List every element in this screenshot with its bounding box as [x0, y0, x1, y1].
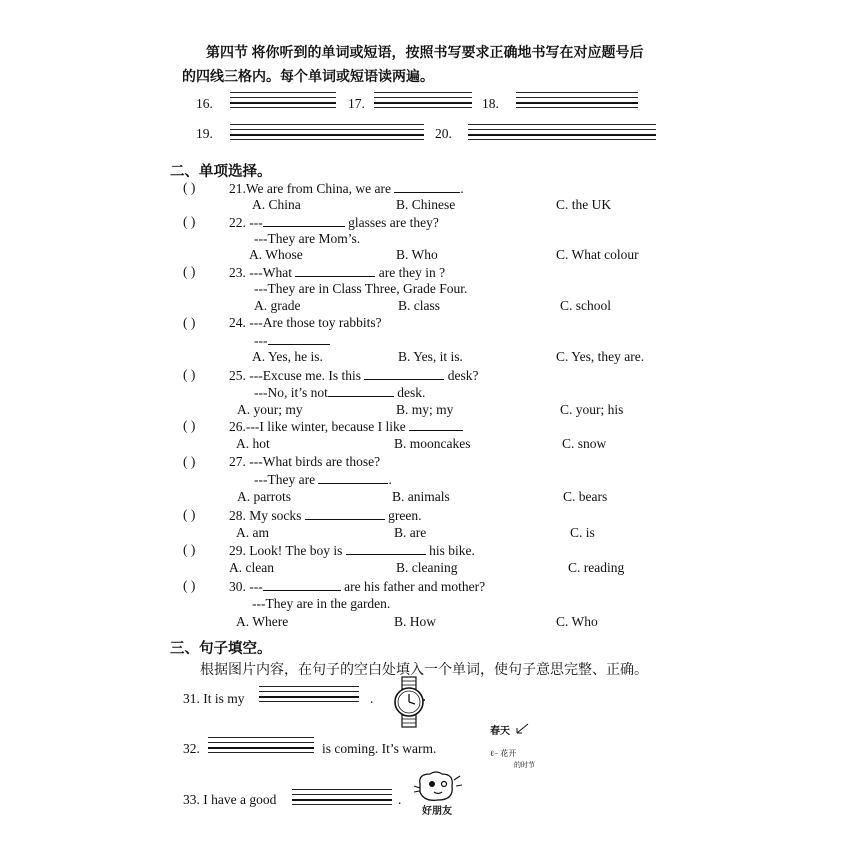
- blank-25b[interactable]: [328, 384, 394, 397]
- note-small: 的时节: [514, 761, 535, 769]
- writing-grid-31[interactable]: [259, 686, 359, 702]
- answer-paren-27[interactable]: ( ): [183, 454, 196, 469]
- answer-paren-26[interactable]: ( ): [183, 418, 196, 433]
- question-22: 22. --- glasses are they?: [229, 215, 439, 230]
- section4-title-line2: 的四线三格内。每个单词或短语读两遍。: [182, 70, 434, 85]
- blank-26[interactable]: [409, 418, 463, 431]
- option-21-c[interactable]: C. the UK: [556, 197, 612, 212]
- answer-paren-22[interactable]: ( ): [183, 214, 196, 229]
- answer-paren-25[interactable]: ( ): [183, 367, 196, 382]
- option-29-b[interactable]: B. cleaning: [396, 560, 458, 575]
- option-23-c[interactable]: C. school: [560, 298, 612, 313]
- option-26-c[interactable]: C. snow: [562, 436, 607, 451]
- writing-grid-33[interactable]: [292, 789, 392, 805]
- writing-grid-19[interactable]: [230, 124, 424, 140]
- blank-22[interactable]: [263, 214, 345, 227]
- option-27-a[interactable]: A. parrots: [237, 489, 291, 504]
- option-25-b[interactable]: B. my; my: [396, 402, 454, 417]
- option-28-c[interactable]: C. is: [570, 525, 595, 540]
- cartoon-face-icon: [410, 770, 464, 806]
- reply-30: ---They are in the garden.: [252, 596, 391, 611]
- spring-note-icon: [490, 722, 560, 772]
- note-text: ℓ− 花开: [490, 749, 517, 758]
- blank-24[interactable]: [268, 332, 330, 345]
- option-25-c[interactable]: C. your; his: [560, 402, 624, 417]
- answer-paren-23[interactable]: ( ): [183, 264, 196, 279]
- question-24: 24. ---Are those toy rabbits?: [229, 315, 382, 330]
- question-23: 23. ---What are they in ?: [229, 265, 446, 280]
- writing-grid-20[interactable]: [468, 124, 656, 140]
- option-27-b[interactable]: B. animals: [392, 489, 450, 504]
- option-30-c[interactable]: C. Who: [556, 614, 598, 629]
- section4-title-line1: 第四节 将你听到的单词或短语，按照书写要求正确地书写在对应题号后: [206, 46, 644, 61]
- blank-30[interactable]: [263, 578, 341, 591]
- fill-end-31: .: [370, 691, 374, 706]
- writing-grid-32[interactable]: [208, 737, 314, 753]
- option-22-c[interactable]: C. What colour: [556, 247, 639, 262]
- option-24-a[interactable]: A. Yes, he is.: [252, 349, 323, 364]
- blank-21[interactable]: [394, 180, 460, 193]
- option-30-b[interactable]: B. How: [394, 614, 437, 629]
- option-22-b[interactable]: B. Who: [396, 247, 438, 262]
- option-23-b[interactable]: B. class: [398, 298, 440, 313]
- option-26-b[interactable]: B. mooncakes: [394, 436, 471, 451]
- blank-28[interactable]: [305, 507, 385, 520]
- reply-22: ---They are Mom’s.: [254, 231, 361, 246]
- grid-label-18: 18.: [482, 96, 499, 111]
- grid-label-19: 19.: [196, 126, 213, 141]
- answer-paren-30[interactable]: ( ): [183, 578, 196, 593]
- writing-grid-18[interactable]: [516, 92, 638, 108]
- answer-paren-24[interactable]: ( ): [183, 315, 196, 330]
- fill-label-31: 31. It is my: [183, 691, 245, 706]
- friend-cartoon-icon: [410, 770, 464, 818]
- question-27: 27. ---What birds are those?: [229, 454, 381, 469]
- option-23-a[interactable]: A. grade: [254, 298, 301, 313]
- blank-27[interactable]: [318, 471, 388, 484]
- fill-end-32: is coming. It’s warm.: [322, 741, 437, 756]
- friend-badge: 好朋友: [422, 806, 452, 817]
- grid-label-17: 17.: [348, 96, 365, 111]
- question-26: 26.---I like winter, because I like: [229, 418, 463, 435]
- question-25: 25. ---Excuse me. Is this desk?: [229, 368, 479, 383]
- question-21: 21.We are from China, we are .: [229, 181, 464, 196]
- note-title: 春天: [490, 726, 510, 737]
- option-29-a[interactable]: A. clean: [229, 560, 274, 575]
- answer-paren-21[interactable]: ( ): [183, 180, 196, 195]
- answer-paren-29[interactable]: ( ): [183, 542, 196, 557]
- grid-label-20: 20.: [435, 126, 452, 141]
- answer-paren-28[interactable]: ( ): [183, 507, 196, 522]
- reply-24: ---: [254, 332, 330, 349]
- option-26-a[interactable]: A. hot: [236, 436, 270, 451]
- fill-label-33: 33. I have a good: [183, 792, 277, 807]
- question-30: 30. --- are his father and mother?: [229, 579, 486, 594]
- option-28-b[interactable]: B. are: [394, 525, 427, 540]
- option-24-b[interactable]: B. Yes, it is.: [398, 349, 463, 364]
- option-27-c[interactable]: C. bears: [563, 489, 608, 504]
- blank-23[interactable]: [295, 264, 375, 277]
- reply-23: ---They are in Class Three, Grade Four.: [254, 281, 468, 296]
- grid-label-16: 16.: [196, 96, 213, 111]
- option-22-a[interactable]: A. Whose: [249, 247, 303, 262]
- section2-title: 二、单项选择。: [170, 164, 272, 180]
- option-21-a[interactable]: A. China: [252, 197, 301, 212]
- option-28-a[interactable]: A. am: [236, 525, 269, 540]
- option-25-a[interactable]: A. your; my: [237, 402, 303, 417]
- reply-27: ---They are .: [254, 472, 392, 487]
- fill-label-32: 32.: [183, 741, 200, 756]
- writing-grid-17[interactable]: [374, 92, 472, 108]
- question-28: 28. My socks green.: [229, 508, 422, 523]
- option-24-c[interactable]: C. Yes, they are.: [556, 349, 645, 364]
- option-29-c[interactable]: C. reading: [568, 560, 625, 575]
- blank-29[interactable]: [346, 542, 426, 555]
- section3-title: 三、句子填空。: [170, 641, 272, 657]
- reply-25: ---No, it’s not desk.: [254, 385, 426, 400]
- option-30-a[interactable]: A. Where: [236, 614, 289, 629]
- question-29: 29. Look! The boy is his bike.: [229, 543, 475, 558]
- blank-25a[interactable]: [364, 367, 444, 380]
- section3-instruction: 根据图片内容，在句子的空白处填入一个单词，使句子意思完整、正确。: [200, 663, 648, 678]
- writing-grid-16[interactable]: [230, 92, 336, 108]
- fill-end-33: .: [398, 792, 402, 807]
- option-21-b[interactable]: B. Chinese: [396, 197, 456, 212]
- arrow-icon: [514, 722, 530, 736]
- watch-icon: [392, 676, 426, 728]
